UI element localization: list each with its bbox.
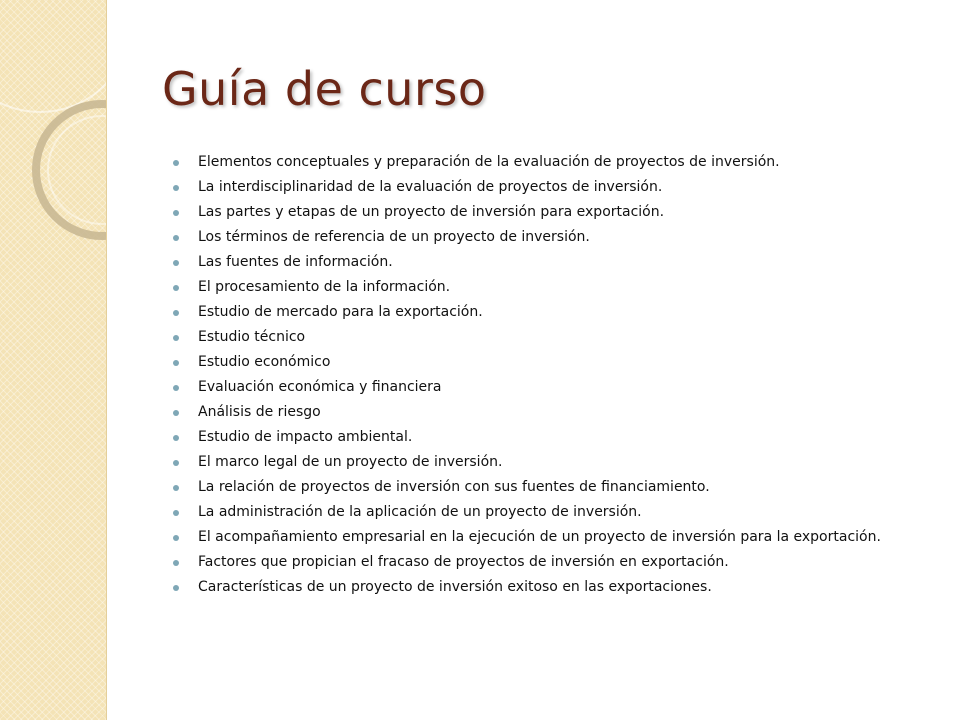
bullet-icon [173, 485, 179, 491]
list-item-text: Factores que propician el fracaso de proyectos de inversión en exportación. [198, 554, 729, 570]
list-item [170, 475, 950, 500]
bullet-icon [173, 210, 179, 216]
bullet-icon [173, 410, 179, 416]
bullet-icon [173, 310, 179, 316]
bullet-icon [173, 360, 179, 366]
bullet-icon [173, 560, 179, 566]
bullet-icon [173, 160, 179, 166]
bullet-icon [173, 535, 179, 541]
decorative-circles-graphic [0, 0, 106, 720]
bullet-icon [173, 260, 179, 266]
list-item-text: El procesamiento de la información. [198, 279, 451, 295]
list-item [170, 450, 950, 475]
list-item-text: La relación de proyectos de inversión con sus fuentes de financiamiento. [198, 479, 710, 495]
list-item [170, 325, 950, 350]
bullet-icon [173, 435, 179, 441]
list-item-text: Los términos de referencia de un proyecto de inversión. [198, 229, 590, 245]
list-item-text: Estudio de mercado para la exportación. [198, 304, 483, 320]
list-item [170, 175, 950, 200]
bullet-icon [173, 285, 179, 291]
bullet-icon [173, 510, 179, 516]
list-item-text: Características de un proyecto de inversión exitoso en las exportaciones. [198, 579, 712, 595]
list-item-text: Evaluación económica y financiera [198, 379, 442, 395]
bullet-icon [173, 335, 179, 341]
list-item [170, 350, 950, 375]
list-item [170, 250, 950, 275]
list-item [170, 500, 950, 525]
list-item [170, 550, 950, 575]
list-item-text: El marco legal de un proyecto de inversión. [198, 454, 503, 470]
list-item [170, 525, 950, 550]
list-item [170, 275, 950, 300]
bullet-icon [173, 460, 179, 466]
list-item [170, 300, 950, 325]
list-item [170, 575, 950, 600]
decorative-sidebar [0, 0, 107, 720]
list-item [170, 200, 950, 225]
list-item [170, 375, 950, 400]
list-item-text: Estudio económico [198, 354, 331, 370]
list-item [170, 400, 950, 425]
slide-title: Guía de curso [162, 62, 487, 116]
list-item-text: Las partes y etapas de un proyecto de inversión para exportación. [198, 204, 665, 220]
bullet-icon [173, 185, 179, 191]
list-item-text: Estudio de impacto ambiental. [198, 429, 413, 445]
list-item-text: La administración de la aplicación de un proyecto de inversión. [198, 504, 642, 520]
list-item-text: La interdisciplinaridad de la evaluación de proyectos de inversión. [198, 179, 663, 195]
bullet-icon [173, 585, 179, 591]
bullet-icon [173, 385, 179, 391]
list-item [170, 425, 950, 450]
list-item [170, 225, 950, 250]
list-item-text: Elementos conceptuales y preparación de la evaluación de proyectos de inversión. [198, 154, 780, 170]
list-item-text: Estudio técnico [198, 329, 306, 345]
bullet-icon [173, 235, 179, 241]
list-item [170, 150, 950, 175]
list-item-text: Las fuentes de información. [198, 254, 393, 270]
list-item-text: Análisis de riesgo [198, 404, 321, 420]
bullet-list [170, 150, 950, 600]
list-item-text: El acompañamiento empresarial en la ejecución de un proyecto de inversión para la exportación. [198, 529, 881, 545]
